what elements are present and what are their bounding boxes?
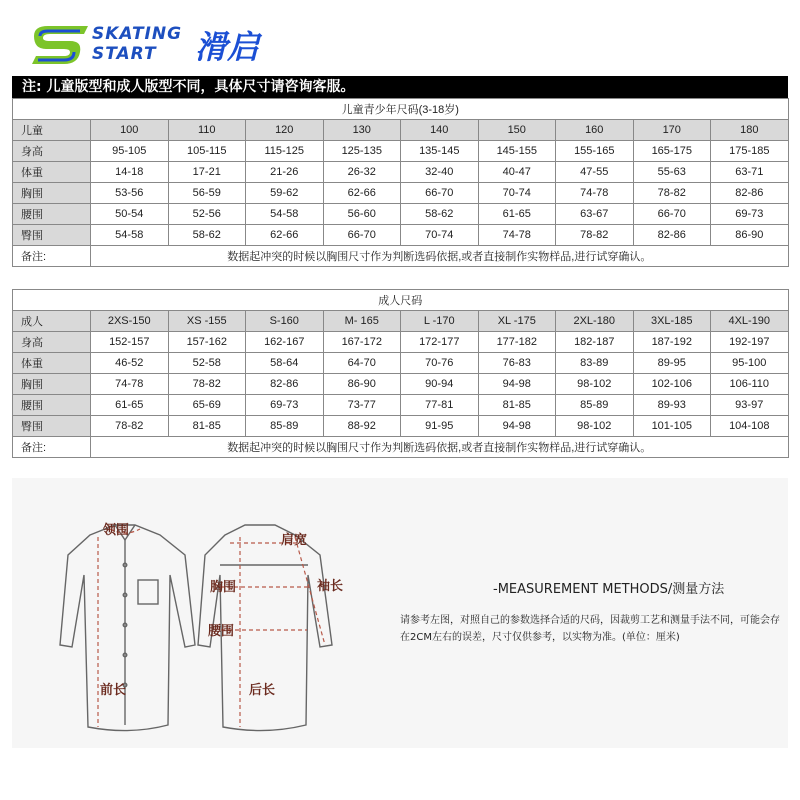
table-cell: 66-70: [633, 204, 711, 225]
table-cell: 56-59: [168, 183, 246, 204]
remark-row: [13, 246, 789, 267]
kids-size-cell: 140: [401, 120, 479, 141]
table-cell: 54-58: [246, 204, 324, 225]
logo-chinese-name: 滑启: [195, 28, 260, 66]
kids-size-cell: 170: [633, 120, 711, 141]
table-cell: 56-60: [323, 204, 401, 225]
adult-header-row: [13, 311, 789, 332]
table-cell: 89-93: [633, 395, 711, 416]
front-shirt-outline: [60, 525, 195, 731]
kids-size-cell: 150: [478, 120, 556, 141]
table-cell: 102-106: [633, 374, 711, 395]
adult-size-cell: 3XL-185: [633, 311, 711, 332]
table-cell: 58-62: [401, 204, 479, 225]
remark-label: 备注:: [13, 437, 91, 458]
table-cell: 86-90: [711, 225, 789, 246]
table-cell: 85-89: [246, 416, 324, 437]
adult-size-cell: S-160: [246, 311, 324, 332]
table-cell: 78-82: [556, 225, 634, 246]
row-label: 腰围: [13, 395, 91, 416]
table-row: [13, 416, 789, 437]
remark-row: [13, 437, 789, 458]
label-shoulder: 肩宽: [281, 533, 308, 548]
label-front-length: 前长: [100, 683, 127, 698]
table-cell: 62-66: [323, 183, 401, 204]
label-back-length: 后长: [249, 683, 276, 698]
table-cell: 63-71: [711, 162, 789, 183]
table-cell: 59-62: [246, 183, 324, 204]
table-cell: 115-125: [246, 141, 324, 162]
adult-size-cell: XS -155: [168, 311, 246, 332]
label-sleeve: 袖长: [317, 579, 344, 594]
table-cell: 40-47: [478, 162, 556, 183]
table-row: [13, 374, 789, 395]
table-cell: 66-70: [323, 225, 401, 246]
table-cell: 177-182: [478, 332, 556, 353]
table-cell: 52-58: [168, 353, 246, 374]
table-row: [13, 141, 789, 162]
table-cell: 145-155: [478, 141, 556, 162]
table-cell: 74-78: [91, 374, 169, 395]
row-label: 身高: [13, 332, 91, 353]
kids-header-row: [13, 120, 789, 141]
table-cell: 94-98: [478, 374, 556, 395]
row-label: 身高: [13, 141, 91, 162]
remark-text: 数据起冲突的时候以胸围尺寸作为判断选码依据,或者直接制作实物样品,进行试穿确认。: [91, 437, 789, 458]
table-cell: 46-52: [91, 353, 169, 374]
table-cell: 81-85: [168, 416, 246, 437]
table-cell: 82-86: [711, 183, 789, 204]
row-label: 腰围: [13, 204, 91, 225]
table-cell: 85-89: [556, 395, 634, 416]
measurement-description: 请参考左图，对照自己的参数选择合适的尺码，因裁剪工艺和测量手法不同，可能会存在2CM左右的误差，尺寸仅供参考，以实物为准。(单位：厘米): [400, 615, 780, 643]
table-row: [13, 183, 789, 204]
table-cell: 78-82: [91, 416, 169, 437]
adult-size-cell: 4XL-190: [711, 311, 789, 332]
table-cell: 94-98: [478, 416, 556, 437]
table-cell: 78-82: [168, 374, 246, 395]
table-cell: 17-21: [168, 162, 246, 183]
row-label: 臀围: [13, 225, 91, 246]
kids-size-cell: 130: [323, 120, 401, 141]
table-cell: 14-18: [91, 162, 169, 183]
table-cell: 105-115: [168, 141, 246, 162]
table-row: [13, 225, 789, 246]
row-label: 胸围: [13, 374, 91, 395]
adult-size-cell: L -170: [401, 311, 479, 332]
table-row: [13, 395, 789, 416]
brand-logo: [30, 22, 300, 68]
table-cell: 83-89: [556, 353, 634, 374]
table-row: [13, 332, 789, 353]
table-row: [13, 204, 789, 225]
table-cell: 77-81: [401, 395, 479, 416]
table-cell: 76-83: [478, 353, 556, 374]
shirt-measurement-diagram: [20, 495, 390, 735]
logo-swoosh-icon: [30, 22, 90, 68]
note-bar: 注: 儿童版型和成人版型不同，具体尺寸请咨询客服。: [12, 76, 788, 98]
adult-size-cell: 2XL-180: [556, 311, 634, 332]
table-row: [13, 162, 789, 183]
table-cell: 93-97: [711, 395, 789, 416]
table-cell: 74-78: [556, 183, 634, 204]
adult-size-cell: XL -175: [478, 311, 556, 332]
table-cell: 70-74: [478, 183, 556, 204]
table-cell: 55-63: [633, 162, 711, 183]
table-cell: 95-100: [711, 353, 789, 374]
table-cell: 66-70: [401, 183, 479, 204]
table-cell: 86-90: [323, 374, 401, 395]
table-cell: 125-135: [323, 141, 401, 162]
kids-size-table: [12, 98, 789, 267]
table-cell: 187-192: [633, 332, 711, 353]
remark-text: 数据起冲突的时候以胸围尺寸作为判断选码依据,或者直接制作实物样品,进行试穿确认。: [91, 246, 789, 267]
table-cell: 58-64: [246, 353, 324, 374]
table-row: [13, 353, 789, 374]
adult-size-cell: 2XS-150: [91, 311, 169, 332]
kids-size-cell: 120: [246, 120, 324, 141]
measurement-title: -MEASUREMENT METHODS/测量方法: [493, 582, 725, 597]
table-cell: 70-76: [401, 353, 479, 374]
table-cell: 78-82: [633, 183, 711, 204]
table-cell: 21-26: [246, 162, 324, 183]
row-label: 体重: [13, 162, 91, 183]
table-cell: 165-175: [633, 141, 711, 162]
kids-size-cell: 180: [711, 120, 789, 141]
table-cell: 69-73: [246, 395, 324, 416]
label-collar: 领围: [103, 523, 130, 538]
table-cell: 74-78: [478, 225, 556, 246]
table-cell: 69-73: [711, 204, 789, 225]
label-chest: 胸围: [210, 580, 237, 595]
table-cell: 61-65: [91, 395, 169, 416]
table-cell: 32-40: [401, 162, 479, 183]
table-cell: 162-167: [246, 332, 324, 353]
kids-header-label: 儿童: [13, 120, 91, 141]
table-cell: 82-86: [246, 374, 324, 395]
adult-table-title: 成人尺码: [13, 290, 789, 311]
table-cell: 155-165: [556, 141, 634, 162]
table-cell: 53-56: [91, 183, 169, 204]
kids-size-cell: 110: [168, 120, 246, 141]
table-cell: 62-66: [246, 225, 324, 246]
kids-size-cell: 100: [91, 120, 169, 141]
table-cell: 95-105: [91, 141, 169, 162]
table-cell: 182-187: [556, 332, 634, 353]
table-cell: 135-145: [401, 141, 479, 162]
table-cell: 63-67: [556, 204, 634, 225]
adult-size-table: [12, 289, 789, 458]
table-cell: 54-58: [91, 225, 169, 246]
logo-word-start: START: [92, 44, 157, 64]
table-cell: 58-62: [168, 225, 246, 246]
table-cell: 106-110: [711, 374, 789, 395]
kids-size-cell: 160: [556, 120, 634, 141]
table-cell: 152-157: [91, 332, 169, 353]
table-cell: 82-86: [633, 225, 711, 246]
table-cell: 91-95: [401, 416, 479, 437]
kids-table-title: 儿童青少年尺码(3-18岁): [13, 99, 789, 120]
table-cell: 61-65: [478, 204, 556, 225]
table-cell: 70-74: [401, 225, 479, 246]
table-cell: 172-177: [401, 332, 479, 353]
table-cell: 47-55: [556, 162, 634, 183]
row-label: 臀围: [13, 416, 91, 437]
table-cell: 101-105: [633, 416, 711, 437]
table-cell: 64-70: [323, 353, 401, 374]
adult-size-cell: M- 165: [323, 311, 401, 332]
table-cell: 98-102: [556, 374, 634, 395]
table-cell: 50-54: [91, 204, 169, 225]
table-cell: 175-185: [711, 141, 789, 162]
table-cell: 90-94: [401, 374, 479, 395]
table-cell: 89-95: [633, 353, 711, 374]
table-cell: 157-162: [168, 332, 246, 353]
adult-header-label: 成人: [13, 311, 91, 332]
remark-label: 备注:: [13, 246, 91, 267]
row-label: 胸围: [13, 183, 91, 204]
logo-word-skating: SKATING: [92, 24, 183, 44]
table-cell: 52-56: [168, 204, 246, 225]
label-waist: 腰围: [208, 624, 235, 639]
table-cell: 81-85: [478, 395, 556, 416]
table-cell: 26-32: [323, 162, 401, 183]
table-cell: 192-197: [711, 332, 789, 353]
table-cell: 104-108: [711, 416, 789, 437]
table-cell: 98-102: [556, 416, 634, 437]
table-cell: 65-69: [168, 395, 246, 416]
table-cell: 88-92: [323, 416, 401, 437]
table-cell: 167-172: [323, 332, 401, 353]
row-label: 体重: [13, 353, 91, 374]
table-cell: 73-77: [323, 395, 401, 416]
